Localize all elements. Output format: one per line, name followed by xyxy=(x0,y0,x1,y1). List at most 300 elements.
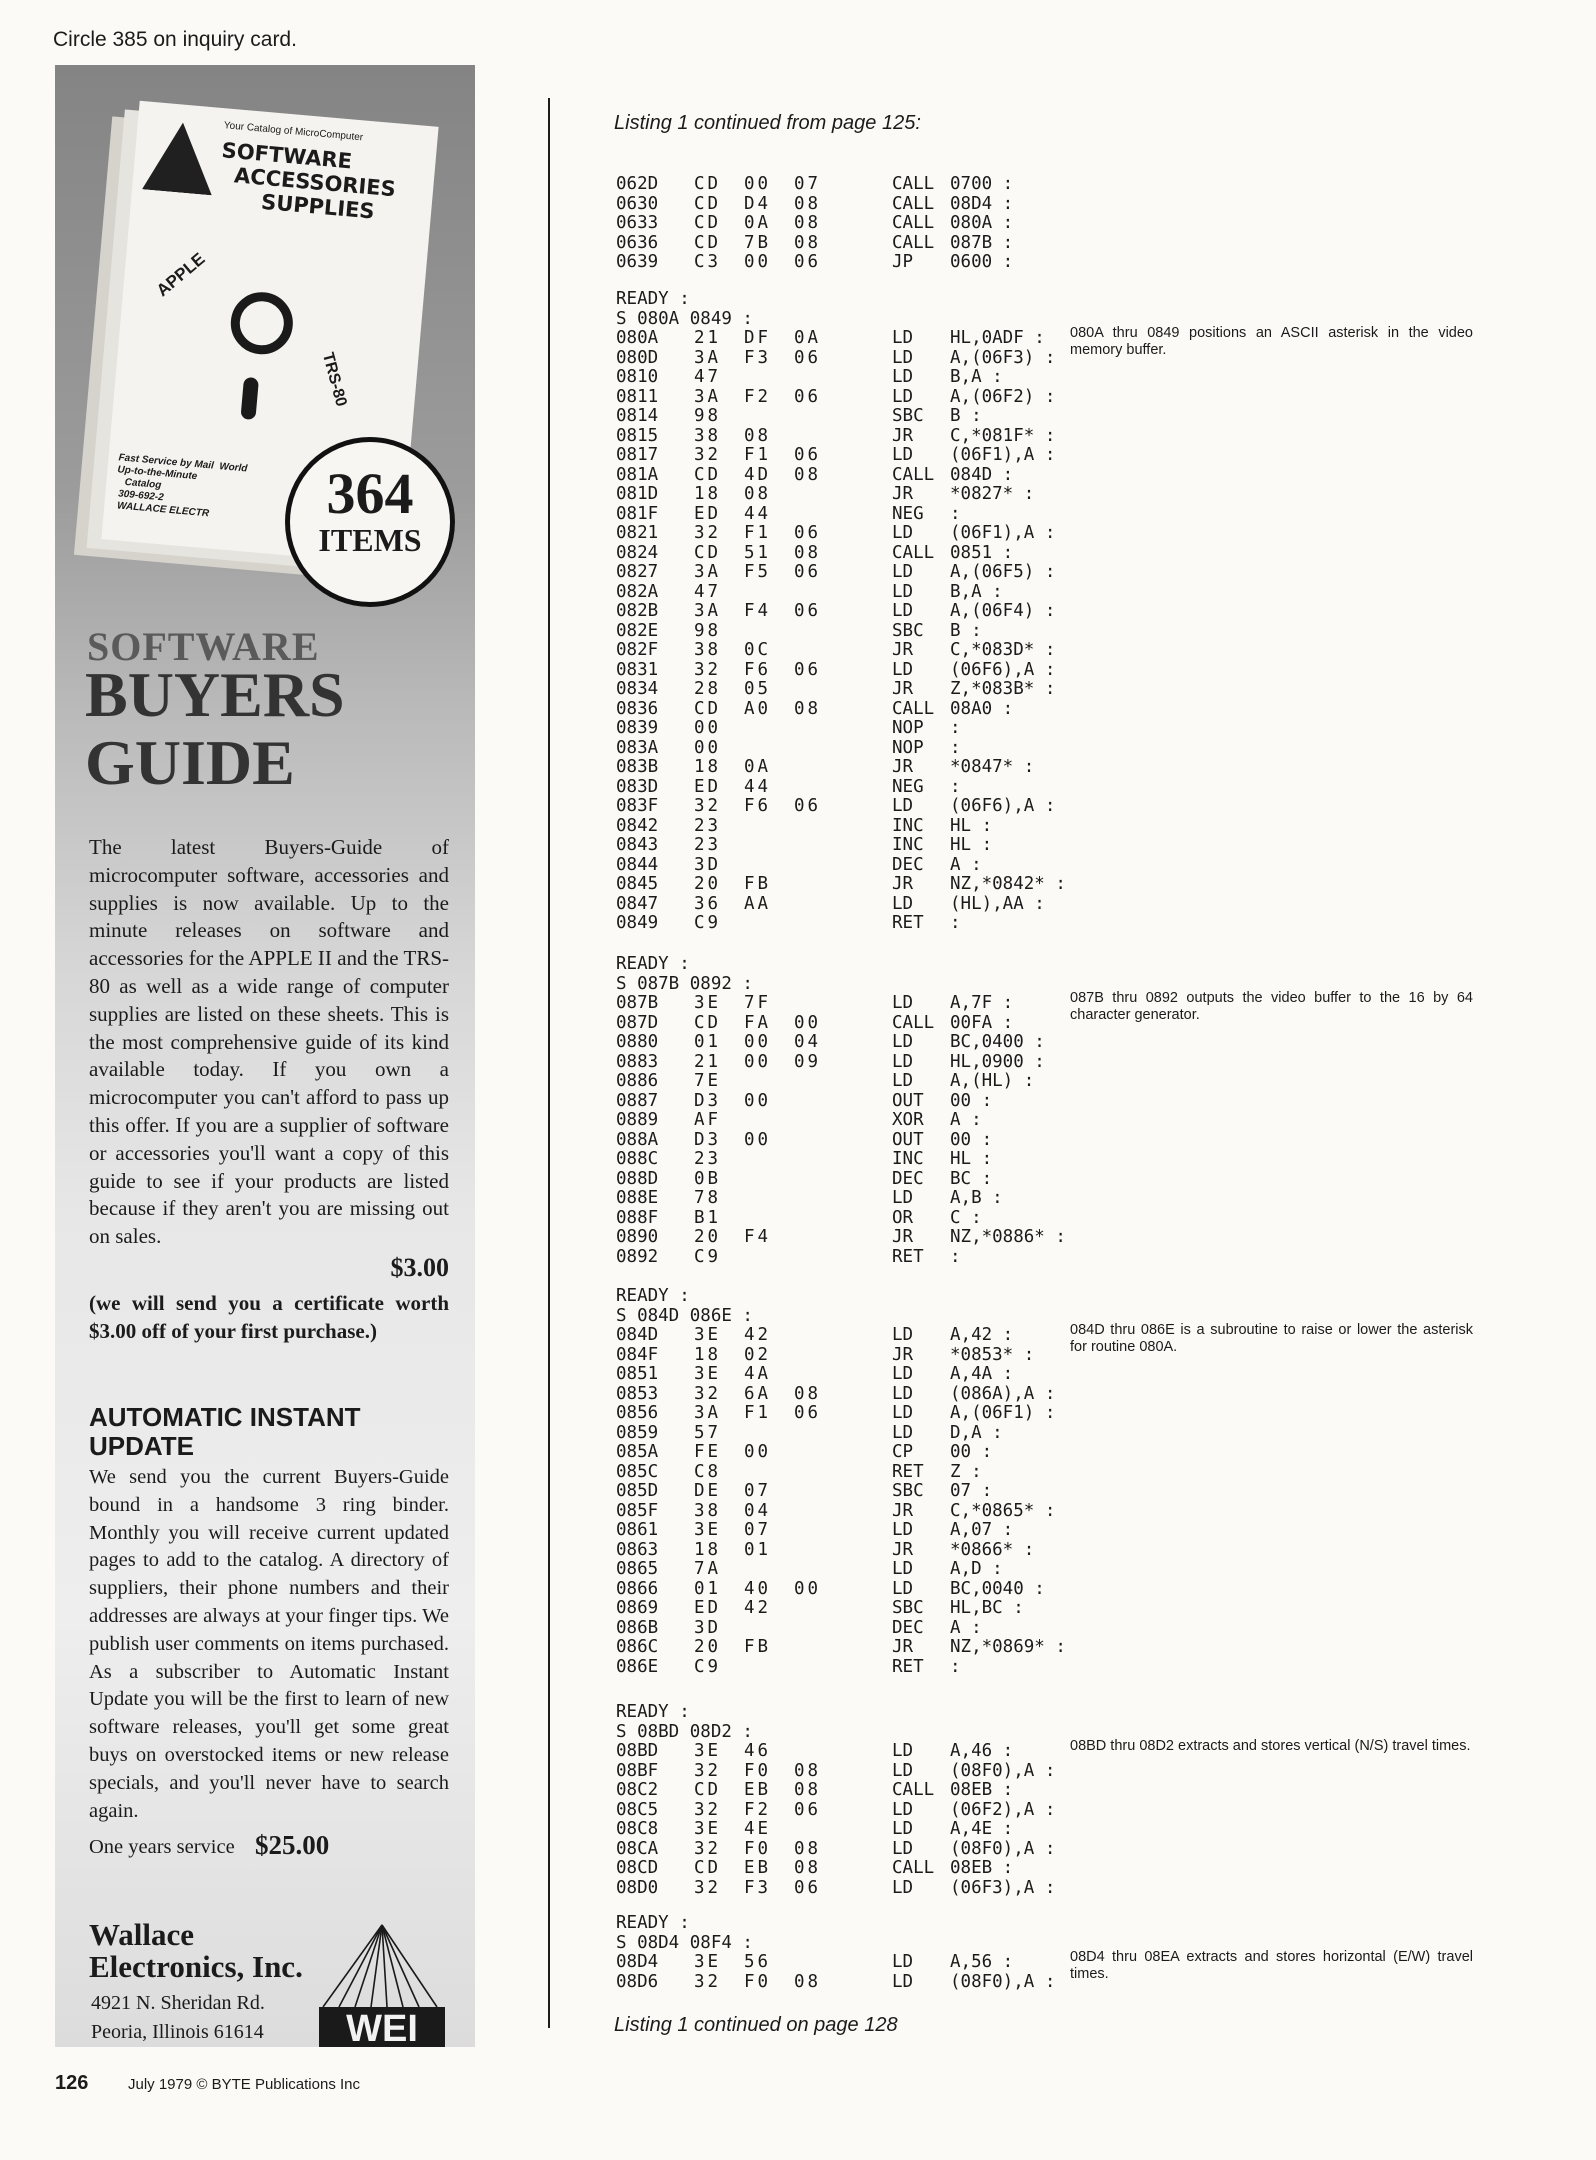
address: 085C xyxy=(616,1461,659,1482)
code-line xyxy=(616,620,982,642)
mnemonic: LD xyxy=(892,581,914,602)
byte-2: FB xyxy=(744,874,772,894)
operand: 0851 : xyxy=(950,542,1014,563)
listing-block xyxy=(616,1913,1056,1992)
operand: A,7F : xyxy=(950,993,1014,1013)
mnemonic: LD xyxy=(892,523,914,543)
operand: A,4E : xyxy=(950,1819,1014,1839)
byte-1: 7E xyxy=(694,1071,722,1091)
address: 083B xyxy=(616,757,659,777)
byte-1: ED xyxy=(694,1598,722,1618)
code-line xyxy=(616,1383,1056,1405)
address: 08BF xyxy=(616,1760,659,1781)
byte-2: 42 xyxy=(744,1325,772,1345)
byte-1: 3E xyxy=(694,1819,722,1839)
operand: BC,0040 : xyxy=(950,1578,1045,1599)
catalog-title: SOFTWARE ACCESSORIES SUPPLIES xyxy=(216,138,397,224)
operand: : xyxy=(950,737,961,758)
mnemonic: JR xyxy=(892,484,914,504)
address: 0859 xyxy=(616,1422,659,1443)
byte-2: 7B xyxy=(744,232,772,253)
code-line xyxy=(616,252,1014,273)
byte-2: F5 xyxy=(744,562,772,582)
mnemonic: LD xyxy=(892,1838,914,1859)
byte-1: C8 xyxy=(694,1461,722,1482)
code-line xyxy=(616,1656,961,1678)
operand: : xyxy=(950,1246,961,1267)
mnemonic: CALL xyxy=(892,464,935,485)
address: 08CA xyxy=(616,1838,659,1859)
address: 085A xyxy=(616,1442,659,1462)
listing-continued-from: Listing 1 continued from page 125: xyxy=(614,112,921,134)
mnemonic: LD xyxy=(892,601,914,621)
wei-logo-text: WEI xyxy=(346,2008,418,2049)
code-line xyxy=(616,718,961,739)
mnemonic: LD xyxy=(892,1971,914,1992)
mnemonic: JR xyxy=(892,425,914,446)
address: 0883 xyxy=(616,1051,659,1072)
byte-1: 00 xyxy=(694,718,722,738)
address: 0810 xyxy=(616,367,659,387)
code-line xyxy=(616,1952,1014,1973)
mnemonic: JR xyxy=(892,1539,914,1560)
mnemonic: LD xyxy=(892,562,914,582)
byte-1: 3A xyxy=(694,562,722,582)
company-name: Wallace Electronics, Inc. xyxy=(89,1917,303,1984)
listing-block xyxy=(616,174,1014,273)
code-line xyxy=(616,1129,993,1151)
mnemonic: JR xyxy=(892,1344,914,1365)
operand: A,42 : xyxy=(950,1325,1014,1345)
mnemonic: LD xyxy=(892,386,914,407)
listing-annotation: 08BD thru 08D2 extracts and stores vertical (N/S) travel times. xyxy=(1070,1738,1471,1754)
byte-3: 06 xyxy=(794,445,822,465)
code-line xyxy=(616,1012,1014,1034)
address: 083F xyxy=(616,796,659,816)
code-line xyxy=(616,1598,1024,1619)
operand: 087B : xyxy=(950,232,1014,253)
byte-1: CD xyxy=(694,232,722,253)
byte-2: F2 xyxy=(744,1799,772,1820)
byte-1: CD xyxy=(694,1858,722,1878)
address: 080D xyxy=(616,347,659,368)
operand: A,(06F4) : xyxy=(950,601,1056,621)
mnemonic: NOP xyxy=(892,737,924,758)
code-line xyxy=(616,1520,1014,1541)
address: 088D xyxy=(616,1168,659,1189)
operand: A,07 : xyxy=(950,1520,1014,1540)
operand: B,A : xyxy=(950,367,1003,387)
byte-2: 4D xyxy=(744,464,772,485)
byte-3: 08 xyxy=(794,1760,822,1781)
address: 08C8 xyxy=(616,1819,659,1839)
mnemonic: LD xyxy=(892,1559,914,1579)
mnemonic: CALL xyxy=(892,1858,935,1878)
operand: HL : xyxy=(950,835,993,855)
code-line xyxy=(616,835,993,856)
operand: A,(HL) : xyxy=(950,1071,1035,1091)
wei-logo-icon xyxy=(317,1921,447,2047)
address: 0824 xyxy=(616,542,659,563)
byte-2: F0 xyxy=(744,1838,772,1859)
address: 088A xyxy=(616,1129,659,1150)
address: 08D4 xyxy=(616,1952,659,1972)
operand: : xyxy=(950,1656,961,1677)
code-line xyxy=(616,776,961,798)
address: 0817 xyxy=(616,445,659,465)
operand: A,(06F1) : xyxy=(950,1403,1056,1423)
code-line xyxy=(616,1858,1014,1879)
byte-3: 06 xyxy=(794,1799,822,1820)
byte-1: 32 xyxy=(694,523,722,543)
byte-1: 3E xyxy=(694,1325,722,1345)
mnemonic: CALL xyxy=(892,174,935,194)
operand: A,(06F2) : xyxy=(950,386,1056,407)
operand: A,B : xyxy=(950,1188,1003,1208)
byte-2: 51 xyxy=(744,542,772,563)
mnemonic: NOP xyxy=(892,718,924,738)
code-line xyxy=(616,1461,982,1483)
address: 0865 xyxy=(616,1559,659,1579)
byte-2: DF xyxy=(744,328,772,348)
operand: (06F2),A : xyxy=(950,1799,1056,1820)
mnemonic: RET xyxy=(892,1461,924,1482)
mnemonic: CALL xyxy=(892,698,935,719)
operand: (08F0),A : xyxy=(950,1838,1056,1859)
operand: NZ,*0869* : xyxy=(950,1637,1066,1657)
listing-continued-on: Listing 1 continued on page 128 xyxy=(614,2014,898,2036)
code-line xyxy=(616,562,1056,583)
byte-3: 08 xyxy=(794,1838,822,1859)
byte-3: 06 xyxy=(794,1403,822,1423)
byte-2: 00 xyxy=(744,252,772,272)
byte-1: 32 xyxy=(694,1971,722,1992)
mnemonic: XOR xyxy=(892,1110,924,1130)
mnemonic: LD xyxy=(892,367,914,387)
operand: (06F1),A : xyxy=(950,445,1056,465)
address: 083D xyxy=(616,776,659,797)
listing-annotation: 084D thru 086E is a subroutine to raise or lower the asterisk for routine 080A. xyxy=(1070,1322,1473,1355)
byte-1: C9 xyxy=(694,1656,722,1677)
address: 0847 xyxy=(616,893,659,914)
address: 08D6 xyxy=(616,1971,659,1992)
byte-2: 08 xyxy=(744,484,772,504)
operand: 084D : xyxy=(950,464,1014,485)
code-line xyxy=(616,1227,1066,1248)
byte-3: 0A xyxy=(794,328,822,348)
byte-2: 4A xyxy=(744,1364,772,1384)
mnemonic: LD xyxy=(892,445,914,465)
code-line xyxy=(616,484,1035,505)
operand: 00 : xyxy=(950,1090,993,1111)
byte-2: 4E xyxy=(744,1819,772,1839)
mnemonic: JR xyxy=(892,1637,914,1657)
mnemonic: SBC xyxy=(892,620,924,641)
byte-1: CD xyxy=(694,1012,722,1033)
mnemonic: LD xyxy=(892,1799,914,1820)
operand: 08D4 : xyxy=(950,193,1014,214)
operand: 080A : xyxy=(950,213,1014,233)
mnemonic: LD xyxy=(892,1051,914,1072)
operand: HL : xyxy=(950,815,993,836)
dump-command: S 087B 0892 : xyxy=(616,973,753,994)
byte-1: 47 xyxy=(694,367,722,387)
address: 087D xyxy=(616,1012,659,1033)
operand: HL,BC : xyxy=(950,1598,1024,1618)
byte-2: EB xyxy=(744,1858,772,1878)
listing-block xyxy=(616,1702,1056,1898)
byte-2: F6 xyxy=(744,796,772,816)
byte-1: D3 xyxy=(694,1090,722,1111)
mnemonic: CALL xyxy=(892,1780,935,1800)
mnemonic: RET xyxy=(892,913,924,933)
listing-annotation: 087B thru 0892 outputs the video buffer to the 16 by 64 character generator. xyxy=(1070,990,1473,1023)
address: 082F xyxy=(616,640,659,660)
byte-1: 3D xyxy=(694,1617,722,1638)
code-line xyxy=(616,913,961,934)
byte-1: 32 xyxy=(694,445,722,465)
code-line xyxy=(616,640,1056,661)
byte-2: 00 xyxy=(744,1129,772,1150)
byte-3: 08 xyxy=(794,1858,822,1878)
byte-1: 18 xyxy=(694,1344,722,1365)
code-line xyxy=(616,1032,1045,1053)
byte-3: 06 xyxy=(794,796,822,816)
code-line xyxy=(616,1500,1056,1522)
operand: Z,*083B* : xyxy=(950,679,1056,699)
byte-1: FE xyxy=(694,1442,722,1462)
mnemonic: LD xyxy=(892,1520,914,1540)
byte-3: 06 xyxy=(794,523,822,543)
byte-1: 38 xyxy=(694,1500,722,1521)
byte-2: A0 xyxy=(744,698,772,719)
mnemonic: RET xyxy=(892,1656,924,1677)
byte-2: 0A xyxy=(744,213,772,233)
operand: *0866* : xyxy=(950,1539,1035,1560)
items-badge xyxy=(285,437,455,607)
byte-2: F3 xyxy=(744,347,772,368)
byte-1: CD xyxy=(694,464,722,485)
mnemonic: JP xyxy=(892,252,914,272)
byte-1: 32 xyxy=(694,659,722,680)
byte-1: C9 xyxy=(694,1246,722,1267)
address: 0811 xyxy=(616,386,659,407)
ad-headline-software: SOFTWARE xyxy=(87,624,320,669)
mnemonic: LD xyxy=(892,1071,914,1091)
operand: A : xyxy=(950,854,982,875)
code-line xyxy=(616,993,1014,1014)
byte-3: 08 xyxy=(794,1971,822,1992)
listing-annotation: 08D4 thru 08EA extracts and stores horizontal (E/W) travel times. xyxy=(1070,1949,1473,1982)
byte-2: F6 xyxy=(744,659,772,680)
operand: C,*081F* : xyxy=(950,425,1056,446)
address: 0834 xyxy=(616,679,659,699)
address: 0886 xyxy=(616,1071,659,1091)
operand: *0853* : xyxy=(950,1344,1035,1365)
ready-prompt: READY : xyxy=(616,1913,690,1933)
operand: 08EB : xyxy=(950,1780,1014,1800)
byte-2: FA xyxy=(744,1012,772,1033)
code-line xyxy=(616,523,1056,544)
mnemonic: LD xyxy=(892,1403,914,1423)
byte-1: 98 xyxy=(694,620,722,641)
byte-1: B1 xyxy=(694,1207,722,1228)
byte-3: 06 xyxy=(794,659,822,680)
mnemonic: CALL xyxy=(892,542,935,563)
mnemonic: CALL xyxy=(892,213,935,233)
code-line xyxy=(616,367,1003,388)
byte-2: 00 xyxy=(744,1090,772,1111)
byte-1: 32 xyxy=(694,1877,722,1898)
byte-2: 56 xyxy=(744,1952,772,1972)
code-line xyxy=(616,737,961,759)
mnemonic: LD xyxy=(892,1364,914,1384)
address: 0844 xyxy=(616,854,659,875)
address: 0861 xyxy=(616,1520,659,1540)
mnemonic: INC xyxy=(892,835,924,855)
byte-1: 18 xyxy=(694,757,722,777)
mnemonic: INC xyxy=(892,1149,924,1169)
mnemonic: JR xyxy=(892,640,914,660)
mnemonic: DEC xyxy=(892,1617,924,1638)
byte-1: 57 xyxy=(694,1422,722,1443)
code-line xyxy=(616,815,993,837)
operand: 00 : xyxy=(950,1442,993,1462)
byte-1: 3A xyxy=(694,1403,722,1423)
byte-1: 98 xyxy=(694,406,722,426)
byte-2: 7F xyxy=(744,993,772,1013)
byte-1: 01 xyxy=(694,1032,722,1052)
byte-1: 0B xyxy=(694,1168,722,1189)
dump-command: S 08D4 08F4 : xyxy=(616,1932,753,1953)
address: 0633 xyxy=(616,213,659,233)
byte-2: F2 xyxy=(744,386,772,407)
mnemonic: NEG xyxy=(892,503,924,524)
mnemonic: JR xyxy=(892,874,914,894)
code-line xyxy=(616,1090,993,1112)
mnemonic: JR xyxy=(892,1500,914,1521)
ad-headline-buyers: BUYERS xyxy=(85,659,345,730)
mnemonic: JR xyxy=(892,757,914,777)
address: 082E xyxy=(616,620,659,641)
address: 088F xyxy=(616,1207,659,1228)
address: 08CD xyxy=(616,1858,659,1878)
badge-label: ITEMS xyxy=(318,522,422,558)
code-line xyxy=(616,425,1056,447)
code-line xyxy=(616,347,1056,369)
ad-headline-guide: GUIDE xyxy=(85,727,295,798)
byte-3: 06 xyxy=(794,562,822,582)
byte-1: ED xyxy=(694,503,722,524)
address: 084D xyxy=(616,1325,659,1345)
address: 0853 xyxy=(616,1383,659,1404)
address: 0821 xyxy=(616,523,659,543)
operand: B : xyxy=(950,620,982,641)
byte-3: 06 xyxy=(794,601,822,621)
code-line xyxy=(616,503,961,525)
ready-prompt: READY : xyxy=(616,954,690,974)
byte-1: CD xyxy=(694,193,722,214)
address: 0866 xyxy=(616,1578,659,1599)
byte-2: 40 xyxy=(744,1578,772,1599)
code-line xyxy=(616,445,1056,466)
mnemonic: LD xyxy=(892,1325,914,1345)
address: 08C2 xyxy=(616,1780,659,1800)
disk-hole-icon xyxy=(228,290,295,357)
operand: 00FA : xyxy=(950,1012,1014,1033)
operand: (08F0),A : xyxy=(950,1760,1056,1781)
code-line xyxy=(616,1422,1003,1444)
mnemonic: CALL xyxy=(892,193,935,214)
address: 085F xyxy=(616,1500,659,1521)
byte-2: F4 xyxy=(744,1227,772,1247)
byte-2: 46 xyxy=(744,1741,772,1761)
mnemonic: LD xyxy=(892,1741,914,1761)
service-price: $25.00 xyxy=(255,1830,330,1860)
code-line xyxy=(616,213,1014,234)
byte-2: 6A xyxy=(744,1383,772,1404)
mnemonic: SBC xyxy=(892,1481,924,1501)
service-label: One years service xyxy=(89,1836,235,1858)
byte-1: 3E xyxy=(694,1364,722,1384)
byte-3: 08 xyxy=(794,232,822,253)
byte-3: 08 xyxy=(794,464,822,485)
address: 0880 xyxy=(616,1032,659,1052)
byte-2: 05 xyxy=(744,679,772,699)
mnemonic: LD xyxy=(892,1188,914,1208)
code-line xyxy=(616,679,1056,700)
mnemonic: LD xyxy=(892,1877,914,1898)
catalog-trs: TRS-80 xyxy=(318,350,350,409)
operand: (06F3),A : xyxy=(950,1877,1056,1898)
mnemonic: INC xyxy=(892,815,924,836)
mnemonic: JR xyxy=(892,679,914,699)
disk-slot-icon xyxy=(240,377,259,420)
address: 086E xyxy=(616,1656,659,1677)
address: 08BD xyxy=(616,1741,659,1761)
operand: A,46 : xyxy=(950,1741,1014,1761)
code-line xyxy=(616,1246,961,1268)
byte-3: 09 xyxy=(794,1051,822,1072)
operand: : xyxy=(950,718,961,738)
operand: 08A0 : xyxy=(950,698,1014,719)
company-address: 4921 N. Sheridan Rd. Peoria, Illinois 61614 xyxy=(91,1992,265,2043)
mnemonic: LD xyxy=(892,1760,914,1781)
operand: BC : xyxy=(950,1168,993,1189)
mnemonic: DEC xyxy=(892,1168,924,1189)
code-line xyxy=(616,1780,1014,1801)
mnemonic: LD xyxy=(892,893,914,914)
code-line xyxy=(616,1617,982,1639)
byte-2: 0C xyxy=(744,640,772,660)
byte-1: 38 xyxy=(694,425,722,446)
byte-2: 04 xyxy=(744,1500,772,1521)
address: 084F xyxy=(616,1344,659,1365)
code-line xyxy=(616,1838,1056,1860)
byte-1: CD xyxy=(694,1780,722,1800)
code-line xyxy=(616,698,1014,720)
ad-body-text: The latest Buyers-Guide of microcomputer software, accessories and supplies is now available. Up to the minute releases on software and accessories for the APPLE II and the TRS-80 as well as a wide range of computer supplies are listed on these sheets. This is the most comprehensive guide of its kind available today. If you own a microcomputer you can't afford to pass up this offer. If you are a supplier of software or accessories you'll want a copy of this guide to see if your products are listed because if they aren't you are missing out on sales. xyxy=(89,835,449,1249)
code-line xyxy=(616,1741,1014,1762)
code-line xyxy=(616,542,1014,564)
mnemonic: OUT xyxy=(892,1129,924,1150)
inquiry-note: Circle 385 on inquiry card. xyxy=(53,28,297,51)
mnemonic: LD xyxy=(892,659,914,680)
code-line xyxy=(616,1442,993,1463)
byte-2: 01 xyxy=(744,1539,772,1560)
address: 0845 xyxy=(616,874,659,894)
byte-2: 00 xyxy=(744,1051,772,1072)
